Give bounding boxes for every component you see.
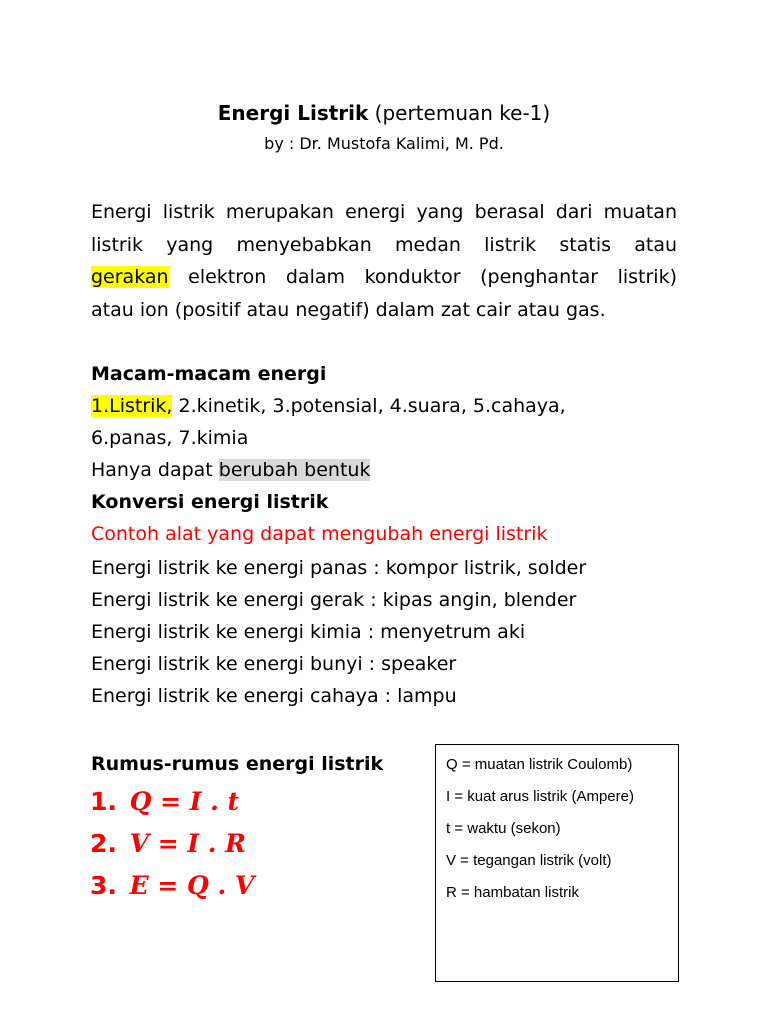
title-main: Energi Listrik [217,101,369,125]
formulas-heading: Rumus-rumus energi listrik [91,753,384,775]
conversion-example-5: Energi listrik ke energi cahaya : lampu [91,685,457,707]
legend-q: Q = muatan listrik Coulomb) [446,756,633,773]
document-title [0,98,768,128]
highlight-berubah-bentuk: berubah bentuk [218,459,371,481]
symbol-legend-box [435,744,679,982]
formula-3-expression: E = Q . V [129,871,255,900]
types-note [91,454,370,486]
conversion-example-4: Energi listrik ke energi bunyi : speaker [91,653,457,675]
title-subtitle: (pertemuan ke-1) [374,101,551,125]
intro-line-4: atau ion (positif atau negatif) dalam zat cair atau gas. [91,298,606,321]
conversion-example-3: Energi listrik ke energi kimia : menyetrum aki [91,621,526,643]
formula-1-number: 1. [90,787,117,816]
formula-3 [90,866,254,906]
conversion-example-heading: Contoh alat yang dapat mengubah energi listrik [91,523,548,545]
legend-v: V = tegangan listrik (volt) [446,852,612,869]
types-line-1 [91,390,566,422]
intro-line-1: Energi listrik merupakan energi yang berasal dari muatan [91,201,677,223]
intro-line-3 [91,261,677,294]
conversion-example-2: Energi listrik ke energi gerak : kipas angin, blender [91,589,577,611]
highlight-gerakan: gerakan [91,266,169,288]
intro-line-2: listrik yang menyebabkan medan listrik statis atau [91,233,677,256]
types-items-rest: 2.kinetik, 3.potensial, 4.suara, 5.cahaya, [172,395,566,417]
conversion-heading: Konversi energi listrik [91,491,329,513]
formula-1-expression: Q = I . t [129,787,240,816]
intro-line-3-rest: elektron dalam konduktor (penghantar listrik) [168,266,677,288]
types-note-prefix: Hanya dapat [91,459,219,481]
formula-2 [90,824,246,864]
formula-3-number: 3. [90,871,117,900]
legend-i: I = kuat arus listrik (Ampere) [446,788,634,805]
types-line-2: 6.panas, 7.kimia [91,427,249,449]
conversion-example-1: Energi listrik ke energi panas : kompor listrik, solder [91,557,587,579]
types-heading: Macam-macam energi [91,363,327,385]
author-byline: by : Dr. Mustofa Kalimi, M. Pd. [264,134,504,153]
formula-1 [90,782,239,822]
intro-paragraph [91,196,677,326]
highlight-listrik: 1.Listrik, [91,395,173,417]
formula-2-expression: V = I . R [129,829,246,858]
legend-t: t = waktu (sekon) [446,820,561,837]
formula-2-number: 2. [90,829,117,858]
legend-r: R = hambatan listrik [446,884,579,901]
